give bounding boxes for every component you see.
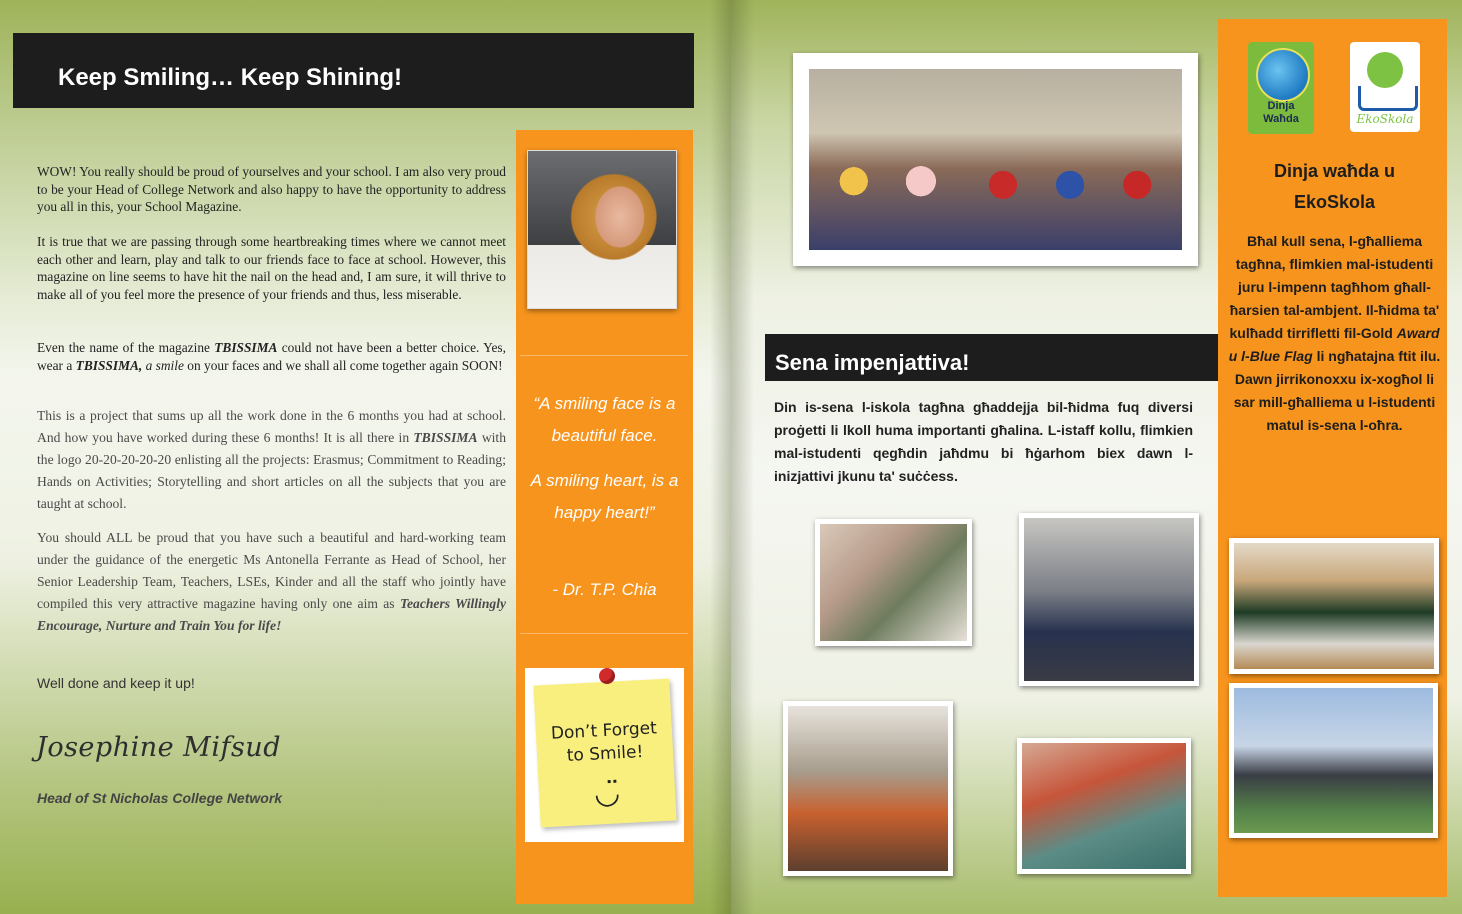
award-name: Award u l-Blue Flag	[1228, 325, 1440, 364]
photo-award-students	[1229, 538, 1439, 674]
photo-image	[820, 524, 967, 641]
signature-title: Head of St Nicholas College Network	[37, 790, 283, 806]
photo-image	[1234, 543, 1434, 669]
paragraph-2: It is true that we are passing through some heartbreaking times where we cannot meet each other and learn, play and talk to our friends face to face at school. However, this magazine on line seems to have hit the nail on the head and, I am sure, it will thrive to make all of you feel more the presence of your friends and thus, less miserable.	[37, 234, 506, 302]
photo-activity-4	[1017, 738, 1191, 874]
eco-text-part: li ngħatajna ftit ilu. Dawn jirrikonoxxu ix-xogħol li sar mill-għalliema u l-istudenti matul is-sena l-oħra.	[1233, 348, 1441, 433]
logo-text: Waħda	[1263, 113, 1299, 125]
sticky-note-image	[525, 668, 684, 842]
signature: Josephine Mifsud	[36, 732, 281, 763]
eco-title	[1232, 156, 1437, 218]
note-line-2: to Smile!	[566, 742, 644, 766]
photo-image	[1022, 743, 1186, 869]
photo-image	[1234, 688, 1433, 833]
logo-text: Dinja	[1267, 100, 1295, 112]
para3-text: on your faces and we shall all come together again SOON!	[183, 357, 503, 373]
divider	[520, 355, 688, 356]
quote-line-1: “A smiling face is a beautiful face.	[533, 394, 676, 445]
magazine-name: TBISSIMA,	[75, 357, 143, 373]
dinja-wahda-logo	[1248, 42, 1314, 134]
photo-image	[809, 69, 1182, 250]
para5-text: You should ALL be proud that you have such a beautiful and hard-working team under the guidance of the energetic Ms Antonella Ferrante as Head of School, her Senior Leadership Team, Teachers, LSEs, Kinder and all the staff who jointly have compiled this very attractive magazine having only one aim as	[37, 530, 506, 611]
para3-smile: a smile	[142, 357, 184, 373]
pushpin-icon	[599, 668, 615, 684]
closing-line: Well done and keep it up!	[37, 675, 195, 691]
divider	[520, 633, 688, 634]
photo-image	[1024, 518, 1194, 681]
para3-text: could not have been a better choice. Yes, wear a	[37, 340, 506, 373]
school-motto: Teachers Willingly Encourage, Nurture and Train You for life!	[37, 596, 506, 633]
quote-author: - Dr. T.P. Chia	[552, 580, 657, 599]
smiley-icon: ◡̈	[593, 775, 622, 812]
page-title: Keep Smiling… Keep Shining!	[58, 64, 403, 91]
eco-text	[1228, 230, 1441, 437]
page-gutter	[710, 0, 754, 914]
para4-text: with the logo 20-20-20-20-20 enlisting all the projects: Erasmus; Commitment to Reading; Hands on Activities; Storytelling and short articles on all the subjects that you are taught at school.	[37, 430, 506, 511]
section-banner	[765, 334, 1226, 381]
para4-text: This is a project that sums up all the work done in the 6 months you had at school. And how you have worked during these 6 months! It is all there in	[37, 408, 506, 445]
photo-activity-1	[815, 519, 972, 646]
photo-activity-2	[1019, 513, 1199, 686]
section-title: Sena impenjattiva!	[775, 350, 970, 375]
para3-text: Even the name of the magazine	[37, 340, 215, 355]
paragraph-5	[37, 527, 506, 637]
paragraph-1: WOW! You really should be proud of yourselves and your school. I am also very proud to be your Head of College Network and also happy to have the opportunity to address you all in this, your School Magazine.	[37, 164, 506, 214]
author-portrait	[527, 150, 677, 309]
title-banner	[13, 33, 694, 108]
photo-image	[788, 706, 948, 871]
eco-title-line: EkoSkola	[1293, 192, 1376, 212]
photo-activity-3	[783, 701, 953, 876]
sticky-note	[533, 679, 676, 828]
ekoskola-logo	[1350, 42, 1420, 132]
tree-icon	[1367, 52, 1403, 88]
dinja-logo-text	[1248, 100, 1314, 126]
quote-line-2: A smiling heart, is a happy heart!”	[530, 471, 679, 522]
book-icon	[1358, 86, 1418, 111]
eco-title-line: Dinja waħda u	[1273, 161, 1396, 181]
globe-icon	[1256, 48, 1310, 102]
eco-text-part: Bħal kull sena, l-għalliema tagħna, flimkien mal-istudenti juru l-impenn tagħhom għall-ħarsien tal-ambjent. Il-ħidma ta' kulħadd tirrifletti fil-Gold	[1229, 233, 1440, 341]
photo-children-group	[793, 53, 1198, 266]
photo-award-ceremony	[1229, 683, 1438, 838]
section-text: Din is-sena l-iskola tagħna għaddejja bil-ħidma fuq diversi proġetti li lkoll huma importanti għalina. L-istaff kollu, flimkien mal-istudenti qegħdin jaħdmu bi ħġarhom biex dawn l-inizjattivi jkunu ta' suċċess.	[774, 399, 1193, 484]
magazine-name: TBISSIMA	[214, 340, 278, 355]
paragraph-3	[37, 339, 506, 374]
ekoskola-logo-text: EkoSkola	[1356, 112, 1414, 126]
magazine-name: TBISSIMA	[413, 430, 478, 445]
note-line-1: Don’t Forget	[550, 718, 658, 744]
paragraph-4	[37, 405, 506, 515]
